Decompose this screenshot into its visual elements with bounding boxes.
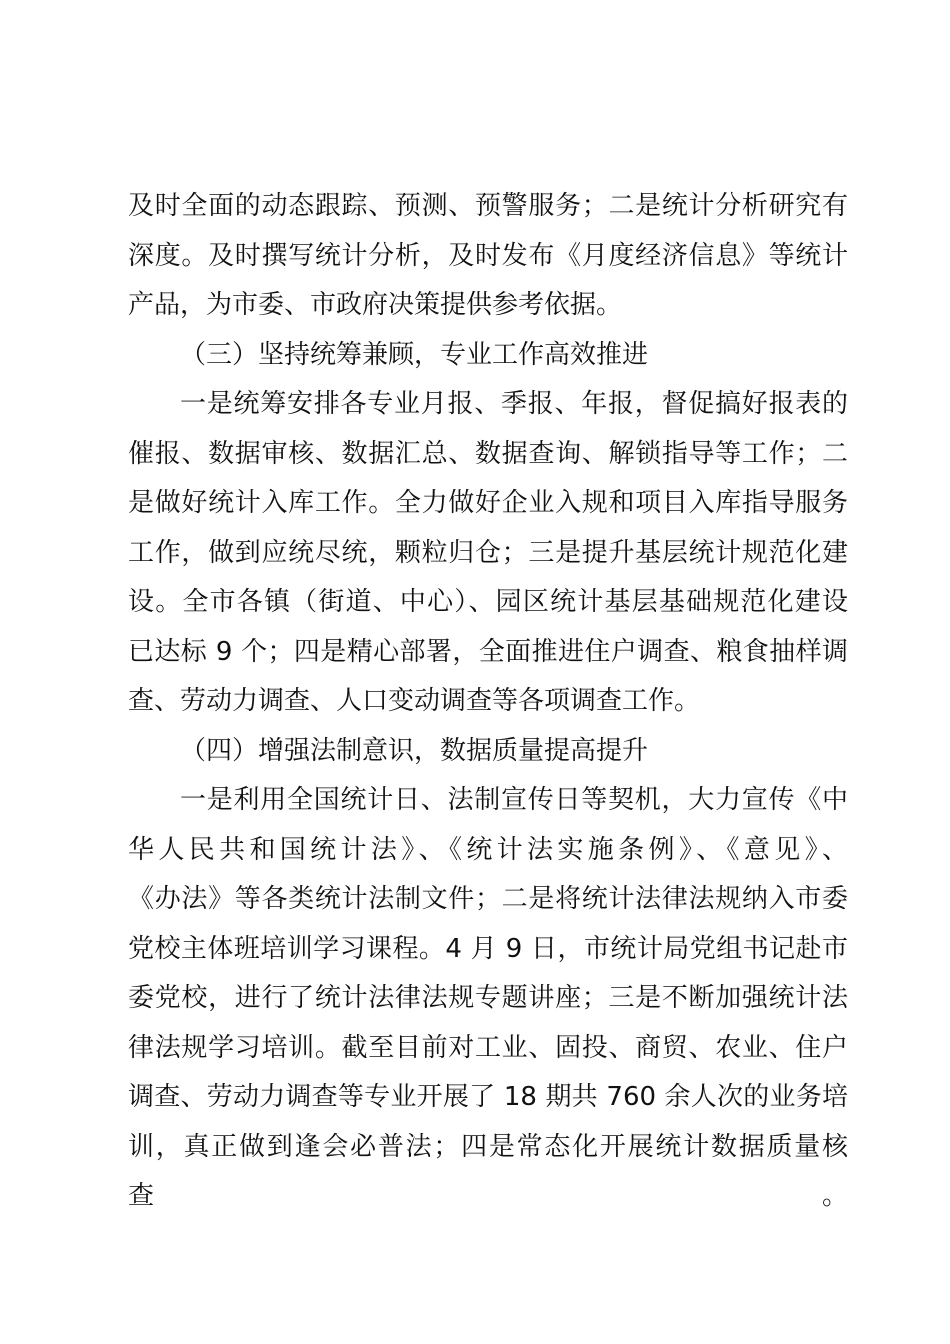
section-heading: （三）坚持统筹兼顾，专业工作高效推进	[180, 339, 649, 370]
paragraph-line: 是做好统计入库工作。全力做好企业入规和项目入库指导服务	[128, 488, 848, 518]
document-page	[128, 182, 848, 1211]
paragraph-line: 华人民共和国统计法》、《统计法实施条例》、《意见》、	[128, 834, 848, 865]
paragraph-line: 及时全面的动态跟踪、预测、预警服务；二是统计分析研究有	[128, 191, 848, 221]
paragraph-line: 律法规学习培训。截至目前对工业、固投、商贸、农业、住户	[128, 1032, 848, 1063]
paragraph-line: 工作，做到应统尽统，颗粒归仓；三是提升基层统计规范化建	[128, 537, 848, 568]
paragraph-line: 党校主体班培训学习课程。4 月 9 日，市统计局党组书记赴市	[128, 933, 848, 964]
paragraph-line: 深度。及时撰写统计分析，及时发布《月度经济信息》等统计	[128, 240, 848, 271]
paragraph-line: 一是统筹安排各专业月报、季报、年报，督促搞好报表的	[180, 389, 848, 419]
paragraph-line: 查、劳动力调查、人口变动调查等各项调查工作。	[128, 686, 701, 716]
paragraph-line: 催报、数据审核、数据汇总、数据查询、解锁指导等工作；二	[128, 438, 848, 469]
section-heading: （四）增强法制意识，数据质量提高提升	[180, 735, 649, 766]
paragraph-line: 已达标 9 个；四是精心部署，全面推进住户调查、粮食抽样调	[128, 636, 848, 667]
paragraph-line: 调查、劳动力调查等专业开展了 18 期共 760 余人次的业务培	[128, 1082, 848, 1112]
paragraph-line: 训，真正做到逢会必普法；四是常态化开展统计数据质量核查。	[128, 1131, 848, 1211]
paragraph-line: 一是利用全国统计日、法制宣传日等契机，大力宣传《中	[180, 785, 848, 815]
paragraph-line: 产品，为市委、市政府决策提供参考依据。	[128, 290, 623, 320]
paragraph-line: 《办法》等各类统计法制文件；二是将统计法律法规纳入市委	[128, 884, 848, 914]
paragraph-line: 委党校，进行了统计法律法规专题讲座；三是不断加强统计法	[128, 983, 848, 1013]
paragraph-line: 设。全市各镇（街道、中心）、园区统计基层基础规范化建设	[128, 587, 848, 617]
